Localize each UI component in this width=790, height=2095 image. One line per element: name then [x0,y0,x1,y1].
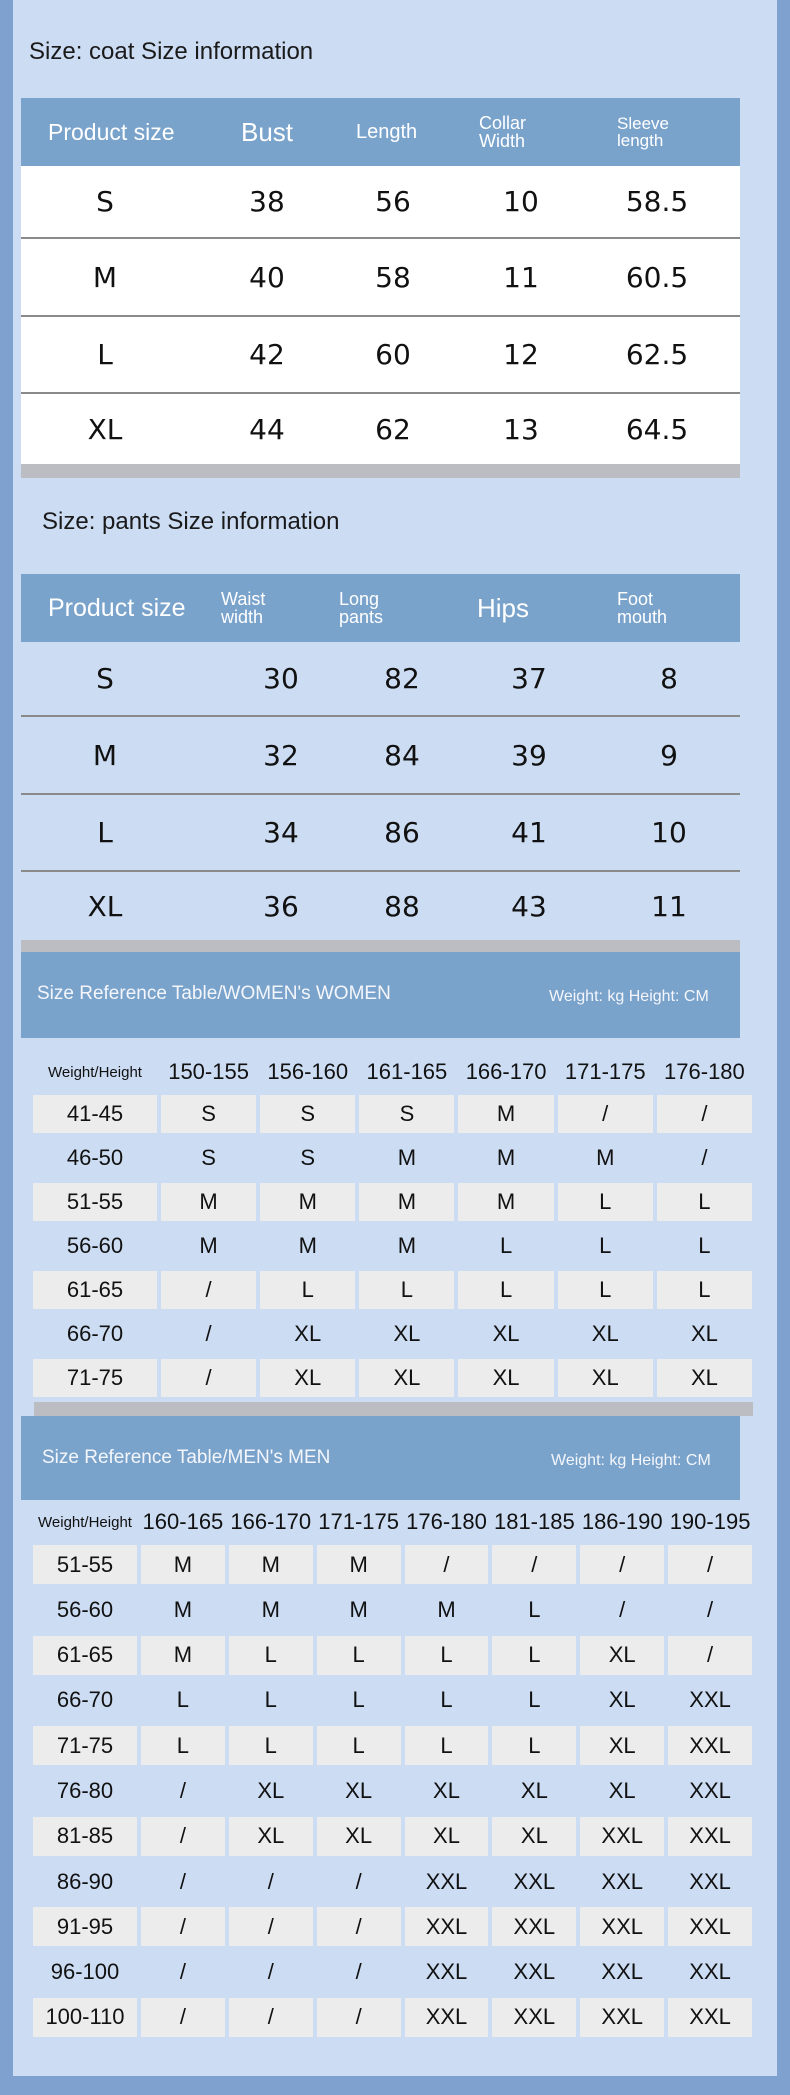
table-row [21,166,740,237]
women-size-cell: XL [393,1321,421,1346]
coat-header-product-size: Product size [48,118,175,145]
men-size-cell: XXL [513,1959,556,1985]
men-size-cell: / [580,1545,664,1584]
men-size-cell: / [141,1817,225,1856]
men-size-cell: XXL [668,1998,752,2037]
men-size-cell: L [141,1726,225,1765]
coat-header-length: Length [356,121,418,143]
women-size-cell: L [599,1233,612,1258]
size-label: XL [87,889,123,923]
size-label: L [97,338,113,371]
women-size-cell: S [161,1095,256,1133]
hips-value: 43 [511,889,547,923]
men-weight-label: 91-95 [33,1907,137,1946]
women-weight-label: 46-50 [66,1145,124,1170]
table-row [21,239,740,315]
men-weight-label: 56-60 [56,1596,114,1622]
women-size-cell: S [300,1145,316,1170]
men-size-cell: XL [433,1777,460,1803]
men-size-cell: L [440,1687,453,1713]
men-size-cell: / [317,1998,401,2037]
men-size-cell: M [349,1596,368,1622]
men-size-cell: XL [608,1777,636,1803]
men-size-cell: XXL [513,1868,556,1894]
men-height-header: 166-170 [230,1509,312,1534]
pants-header-foot-mouth: Foot mouth [617,589,668,627]
women-weight-label: 71-75 [33,1359,157,1397]
pants-header-waist-width: Waist width [221,589,266,627]
men-size-cell: M [141,1545,225,1584]
men-size-cell: L [528,1687,541,1713]
men-size-cell: XXL [405,1998,489,2037]
pants-header-long-pants: Long pants [339,589,384,627]
women-size-cell: M [161,1183,256,1221]
long-pants-value: 88 [384,889,420,923]
men-weight-label: 86-90 [56,1868,114,1894]
men-size-cell: XL [317,1817,401,1856]
coat-header-sleeve-length: Sleeve length [617,114,669,150]
sleeve-length-value: 64.5 [625,412,689,446]
women-size-cell: M [596,1145,615,1170]
men-size-cell: XL [405,1817,489,1856]
hips-value: 41 [511,816,547,849]
men-size-cell: / [141,1998,225,2037]
waist-width-value: 34 [263,816,299,849]
women-size-cell: M [199,1233,218,1258]
men-weight-label: 76-80 [56,1777,114,1803]
men-size-cell: XXL [668,1726,752,1765]
men-size-cell: XXL [580,1998,664,2037]
men-size-cell: XXL [689,1868,731,1894]
men-size-cell: / [405,1545,489,1584]
men-size-cell: XL [229,1817,313,1856]
men-size-cell: XL [345,1777,373,1803]
men-size-cell: / [707,1596,714,1622]
sleeve-length-value: 60.5 [625,260,689,294]
length-value: 62 [375,412,411,446]
women-weight-label: 56-60 [66,1233,124,1258]
table-row [21,642,740,715]
men-height-header: 171-175 [318,1509,399,1534]
men-weight-label: 71-75 [33,1726,137,1765]
coat-body [21,166,740,464]
coat-header-collar-width: Collar Width [479,113,527,151]
men-weight-label: 100-110 [33,1998,137,2037]
women-size-cell: L [260,1271,355,1309]
women-size-cell: XL [458,1359,553,1397]
women-size-cell: / [558,1095,653,1133]
women-size-cell: XL [294,1321,322,1346]
women-corner-label: Weight/Height [48,1063,142,1081]
bust-value: 38 [249,185,285,218]
men-size-cell: XXL [689,1777,731,1803]
men-size-cell: / [492,1545,576,1584]
size-label: XL [87,412,123,446]
men-size-cell: L [229,1636,313,1675]
men-size-grid [33,1502,752,2040]
men-size-cell: XXL [689,1687,731,1713]
women-height-header: 150-155 [168,1059,249,1084]
collar-width-value: 11 [503,260,539,294]
men-size-cell: XXL [601,1868,643,1894]
women-size-cell: XL [690,1321,718,1346]
waist-width-value: 36 [263,889,299,923]
bust-value: 42 [249,338,285,371]
men-units-label: Weight: kg Height: CM [551,1452,711,1469]
length-value: 60 [375,338,411,371]
women-size-cell: XL [260,1359,355,1397]
coat-header-row [21,98,740,166]
men-size-cell: XXL [492,1907,576,1946]
women-height-header: 176-180 [664,1059,745,1084]
men-size-cell: L [405,1636,489,1675]
pants-header-row [21,574,740,642]
size-label: M [92,738,118,772]
women-height-header: 166-170 [465,1059,547,1084]
pants-header-product-size: Product size [48,593,186,622]
men-size-cell: L [317,1726,401,1765]
men-size-cell: / [355,1868,362,1894]
men-size-cell: XL [608,1687,636,1713]
men-size-cell: L [405,1726,489,1765]
men-weight-label: 81-85 [33,1817,137,1856]
men-weight-label: 61-65 [33,1636,137,1675]
women-size-cell: XL [657,1359,752,1397]
men-size-cell: XL [580,1636,664,1675]
men-size-cell: XXL [405,1907,489,1946]
section-divider-bar [34,1402,753,1416]
women-weight-label: 41-45 [33,1095,157,1133]
bust-value: 40 [249,260,285,294]
women-size-cell: / [161,1271,256,1309]
men-size-cell: XXL [668,1817,752,1856]
men-size-cell: M [229,1545,313,1584]
women-size-cell: L [657,1271,752,1309]
men-size-cell: / [179,1777,186,1803]
pants-section-title: Size: pants Size information [42,508,340,535]
collar-width-value: 10 [503,185,539,218]
men-size-cell: L [352,1687,365,1713]
women-size-cell: XL [492,1321,520,1346]
men-weight-label: 96-100 [50,1959,120,1985]
table-row [21,394,740,464]
women-reference-header [21,952,740,1038]
foot-mouth-value: 8 [660,662,678,695]
women-size-cell: M [298,1233,317,1258]
coat-header-bust: Bust [241,117,294,147]
women-size-grid [33,1052,752,1400]
women-size-cell: / [657,1095,752,1133]
men-size-cell: XXL [580,1907,664,1946]
table-row [21,872,740,940]
size-label: L [97,816,113,849]
women-weight-label: 66-70 [66,1321,124,1346]
men-size-cell: / [179,1959,186,1985]
table-row [21,795,740,870]
coat-size-table [21,98,740,478]
pants-size-table [21,574,740,954]
women-weight-label: 61-65 [33,1271,157,1309]
men-size-cell: / [355,1959,362,1985]
long-pants-value: 82 [384,662,420,695]
men-size-cell: XXL [492,1998,576,2037]
women-size-cell: L [499,1233,513,1258]
men-height-header: 190-195 [669,1509,751,1534]
men-size-cell: / [229,1998,313,2037]
women-reference-title: Size Reference Table/WOMEN's WOMEN [37,983,391,1004]
men-height-header: 186-190 [581,1509,663,1534]
men-size-cell: XXL [425,1868,468,1894]
men-size-cell: M [317,1545,401,1584]
women-size-cell: M [458,1183,553,1221]
men-size-cell: / [668,1545,752,1584]
men-size-cell: M [141,1636,225,1675]
foot-mouth-value: 9 [660,738,678,772]
waist-width-value: 32 [263,738,299,772]
women-size-cell: XL [558,1359,653,1397]
long-pants-value: 86 [384,816,420,849]
men-height-header: 160-165 [142,1509,224,1534]
men-size-cell: / [619,1596,626,1622]
women-height-header: 156-160 [267,1059,349,1084]
women-size-cell: L [698,1233,711,1258]
men-size-cell: XL [257,1777,285,1803]
women-size-cell: L [657,1183,752,1221]
men-size-cell: L [528,1596,541,1622]
men-size-cell: XL [520,1777,548,1803]
pants-header-hips: Hips [477,593,530,623]
table-row [21,317,740,392]
long-pants-value: 84 [384,738,420,772]
women-size-cell: M [359,1183,454,1221]
women-height-header: 171-175 [564,1059,646,1084]
women-size-cell: S [201,1145,216,1170]
foot-mouth-value: 11 [651,889,687,923]
men-size-cell: L [492,1726,576,1765]
length-value: 56 [375,185,411,218]
men-size-cell: / [267,1868,274,1894]
men-size-cell: M [437,1596,456,1622]
men-size-cell: L [317,1636,401,1675]
women-height-header: 161-165 [366,1059,448,1084]
women-size-cell: XL [591,1321,619,1346]
women-units-label: Weight: kg Height: CM [549,988,709,1005]
foot-mouth-value: 10 [651,816,687,849]
men-size-cell: / [267,1959,274,1985]
men-size-cell: L [492,1636,576,1675]
size-label: S [96,662,114,695]
men-size-cell: L [176,1687,190,1713]
hips-value: 37 [511,662,547,695]
women-size-cell: S [260,1095,355,1133]
men-corner-label: Weight/Height [38,1513,132,1531]
bust-value: 44 [249,412,285,446]
coat-section-title: Size: coat Size information [29,38,314,65]
waist-width-value: 30 [263,662,299,695]
men-size-cell: M [261,1596,280,1622]
men-size-cell: / [179,1868,186,1894]
men-size-cell: L [264,1687,277,1713]
collar-width-value: 13 [503,412,539,446]
women-weight-label: 51-55 [33,1183,157,1221]
section-divider-bar [21,464,740,478]
women-size-cell: XL [359,1359,454,1397]
pants-body [21,642,740,940]
length-value: 58 [375,260,411,294]
women-size-cell: L [558,1271,653,1309]
size-label: S [96,185,114,218]
table-row [21,717,740,793]
collar-width-value: 12 [503,338,539,371]
women-size-cell: M [397,1145,417,1170]
men-weight-label: 66-70 [56,1687,114,1713]
women-size-cell: / [205,1321,212,1346]
women-size-cell: L [458,1271,553,1309]
men-size-cell: XXL [580,1817,664,1856]
women-size-cell: / [701,1145,708,1170]
sleeve-length-value: 58.5 [625,185,689,218]
women-size-cell: M [458,1095,553,1133]
men-height-header: 176-180 [406,1509,487,1534]
men-size-cell: M [173,1596,193,1622]
men-size-cell: XXL [601,1959,643,1985]
hips-value: 39 [511,738,547,772]
men-size-cell: XXL [689,1959,731,1985]
men-size-cell: / [229,1907,313,1946]
women-size-cell: S [359,1095,454,1133]
men-size-cell: XXL [425,1959,468,1985]
men-size-cell: XL [580,1726,664,1765]
men-weight-label: 51-55 [33,1545,137,1584]
women-size-cell: L [558,1183,653,1221]
women-size-cell: / [161,1359,256,1397]
men-size-cell: / [668,1636,752,1675]
size-label: M [92,260,118,294]
sleeve-length-value: 62.5 [625,338,689,371]
women-size-cell: M [496,1145,516,1170]
men-size-cell: / [317,1907,401,1946]
women-size-cell: M [397,1233,417,1258]
men-reference-header [21,1416,740,1500]
men-reference-title: Size Reference Table/MEN's MEN [42,1447,331,1468]
men-size-cell: L [229,1726,313,1765]
men-size-cell: XXL [668,1907,752,1946]
men-size-cell: XL [492,1817,576,1856]
men-height-header: 181-185 [493,1509,575,1534]
men-size-cell: / [141,1907,225,1946]
women-size-cell: M [260,1183,355,1221]
women-size-cell: L [359,1271,454,1309]
